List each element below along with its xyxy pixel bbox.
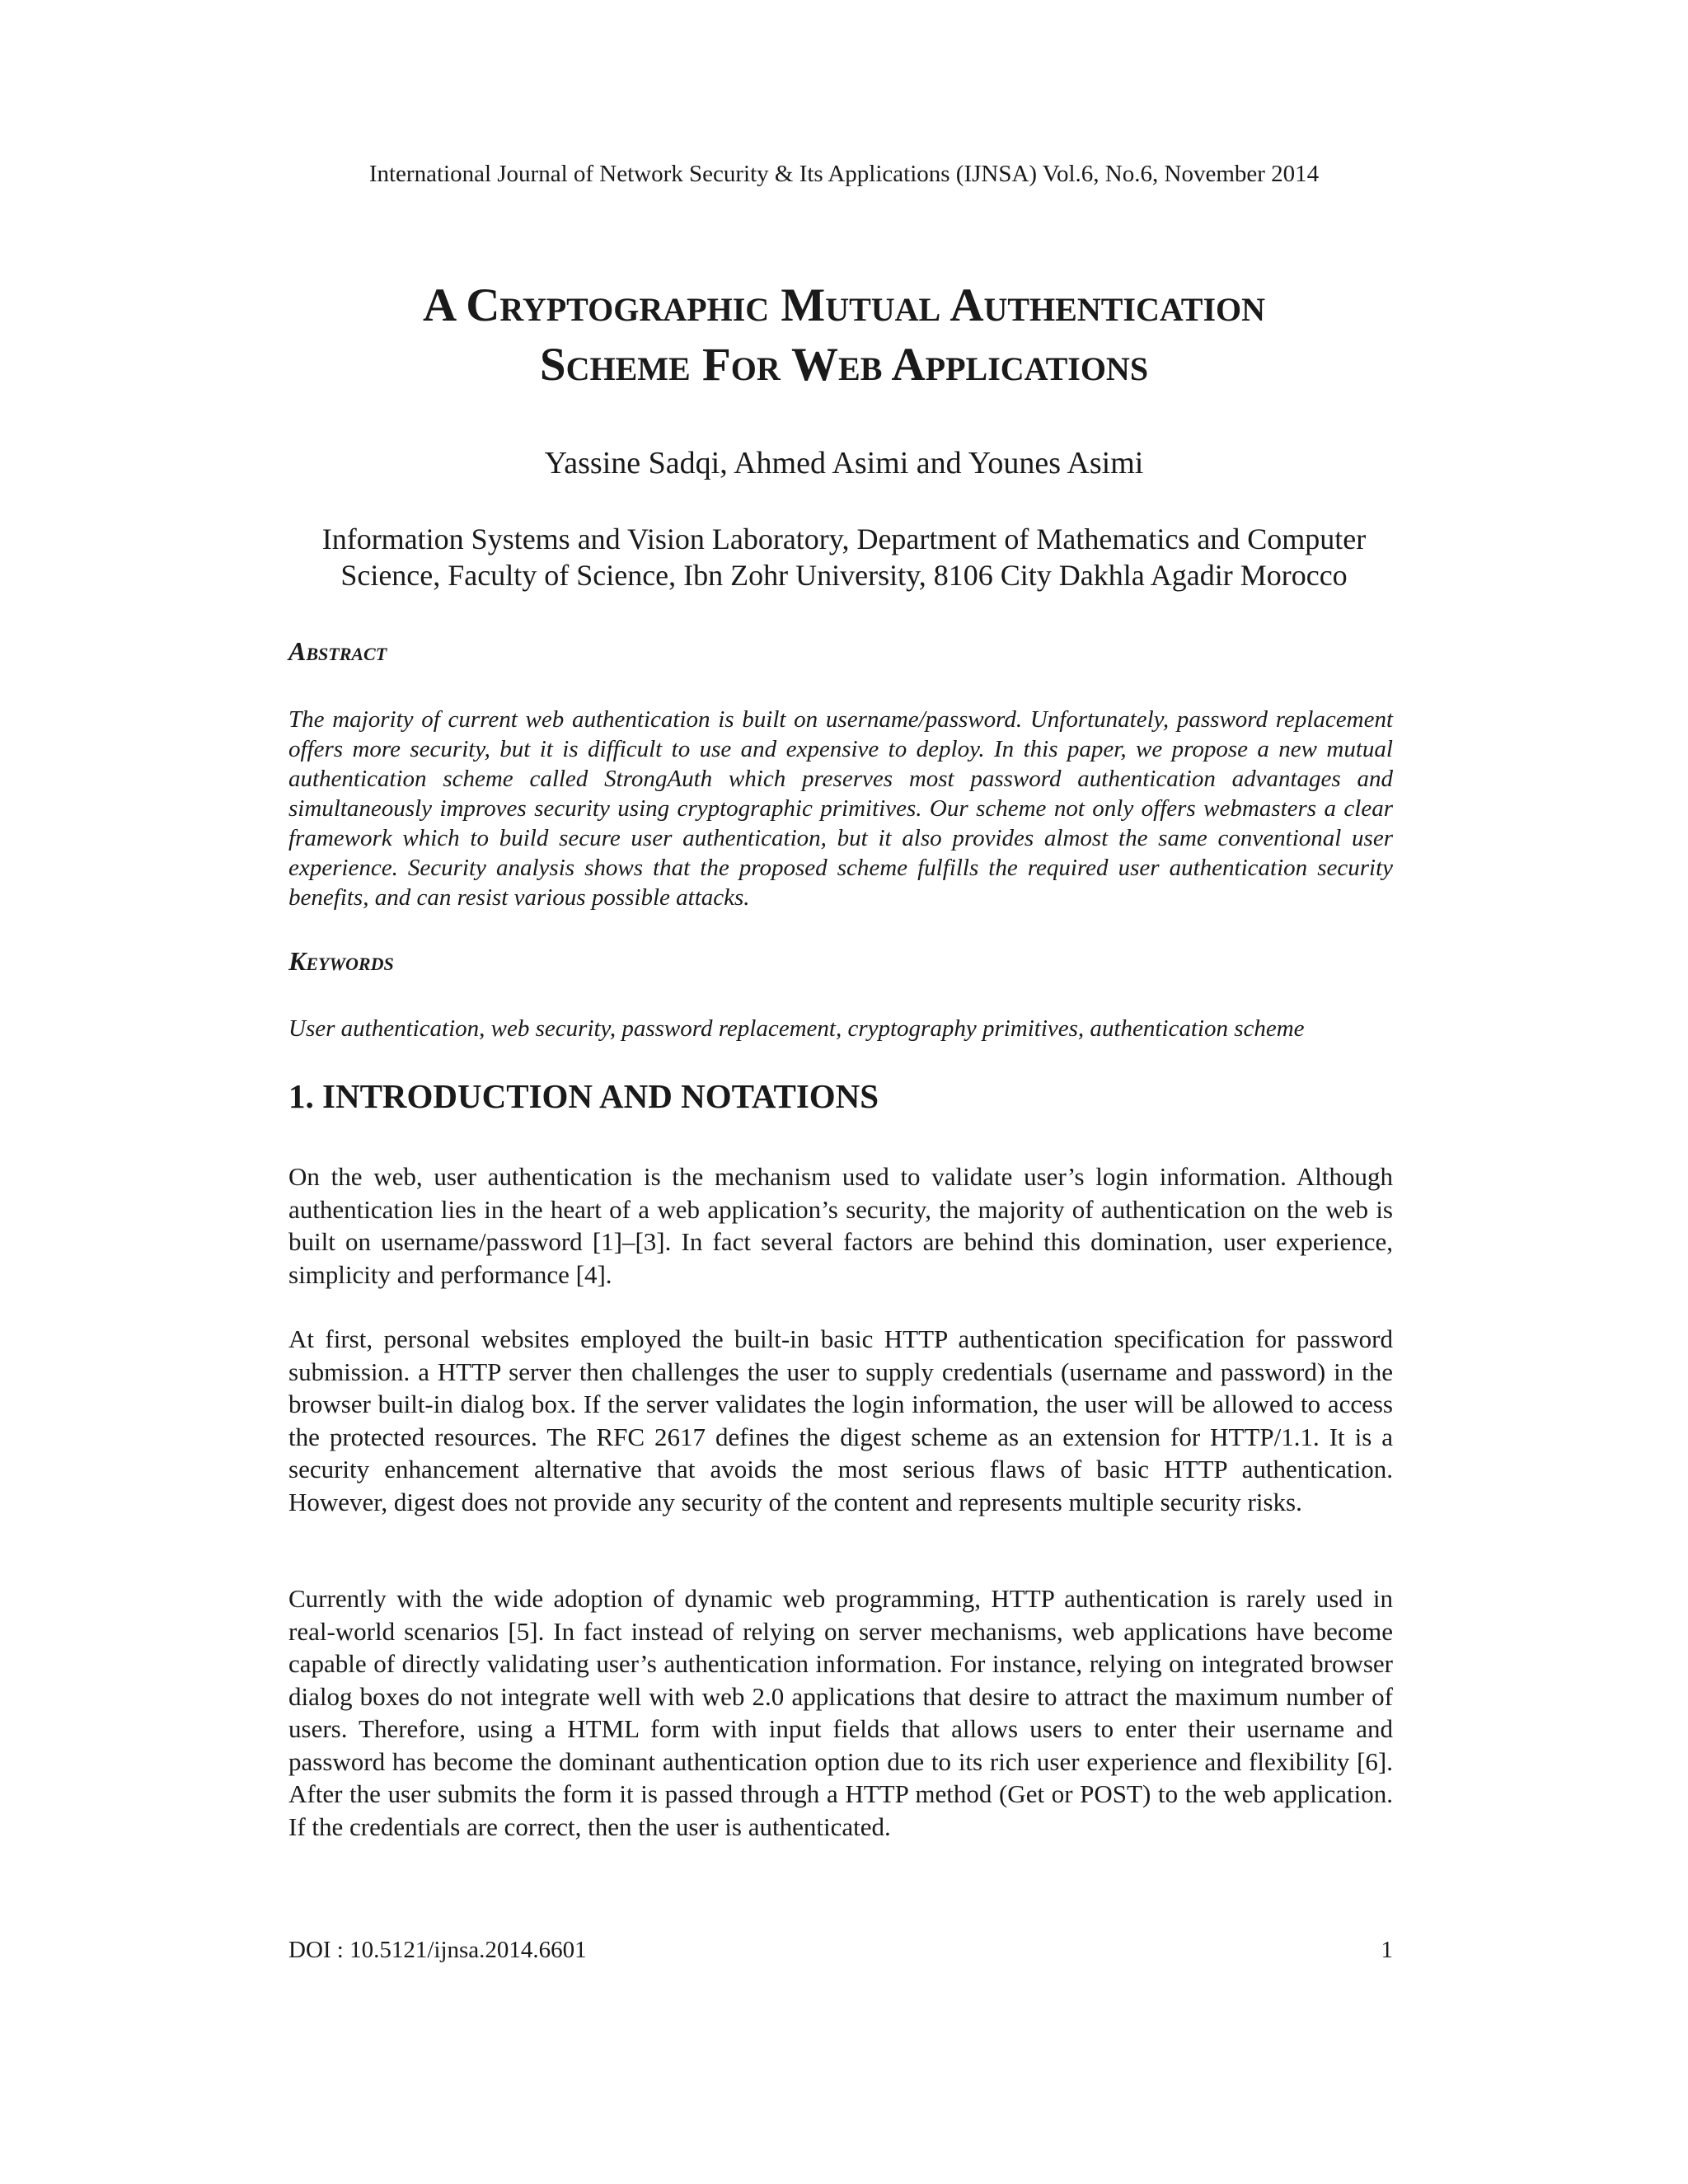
affiliation-line-2: Science, Faculty of Science, Ibn Zohr University, 8106 City Dakhla Agadir Morocco [340, 559, 1348, 592]
affiliation-line-1: Information Systems and Vision Laboratory, Department of Mathematics and Computer [321, 523, 1367, 555]
keywords-text: User authentication, web security, password replacement, cryptography primitives, authentication scheme [288, 1015, 1305, 1042]
abstract-text: The majority of current web authentication is built on username/password. Unfortunately, password replacement offers more security, but it is difficult to use and expensive to deploy. In this paper, we propose a new mutual authentication scheme called StrongAuth which preserves most password authentication advantages and simultaneously improves security using cryptographic primitives. Our scheme not only offers webmasters a clear framework which to build secure user authentication, but it also provides almost the same conventional user experience. Security analysis shows that the proposed scheme fulfills the required user authentication security benefits, and can resist various possible attacks. [288, 706, 1393, 911]
body-paragraph: At first, personal websites employed the built-in basic HTTP authentication specification for password submission. a HTTP server then challenges the user to supply credentials (username and password) in the browser built-in dialog box. If the server validates the login information, the user will be allowed to access the protected resources. The RFC 2617 defines the digest scheme as an extension for HTTP/1.1. It is a security enhancement alternative that avoids the most serious flaws of basic HTTP authentication. However, digest does not provide any security of the content and represents multiple security risks. [288, 1324, 1393, 1516]
page-number: 1 [1381, 1937, 1393, 1963]
paper-title-line-2: Scheme For Web Applications [539, 339, 1149, 391]
footer-doi: DOI : 10.5121/ijnsa.2014.6601 [288, 1937, 587, 1963]
keywords-heading: Keywords [288, 946, 394, 976]
body-paragraph: On the web, user authentication is the mechanism used to validate user’s login information. Although authentication lies in the heart of a web application’s security, the majority of authentication on the web is built on username/password [1]–[3]. In fact several factors are behind this domination, user experience, simplicity and performance [4]. [288, 1162, 1393, 1289]
journal-header: International Journal of Network Security & Its Applications (IJNSA) Vol.6, No.6, November 2014 [368, 161, 1320, 187]
author-list: Yassine Sadqi, Ahmed Asimi and Younes Asimi [544, 446, 1144, 480]
paper-title [0, 276, 1688, 395]
abstract-heading: Abstract [288, 636, 387, 666]
paper-title-line-1: A Cryptographic Mutual Authentication [422, 279, 1266, 331]
affiliation [0, 521, 1688, 593]
body-paragraph: Currently with the wide adoption of dynamic web programming, HTTP authentication is rarely used in real-world scenarios [5]. In fact instead of relying on server mechanisms, web applications have become capable of directly validating user’s authentication information. For instance, relying on integrated browser dialog boxes do not integrate well with web 2.0 applications that desire to attract the maximum number of users. Therefore, using a HTML form with input fields that allows users to enter their username and password has become the dominant authentication option due to its rich user experience and flexibility [6]. After the user submits the form it is passed through a HTTP method (Get or POST) to the web application. If the credentials are correct, then the user is authenticated. [288, 1584, 1393, 1841]
section-heading-introduction: 1. INTRODUCTION AND NOTATIONS [288, 1077, 879, 1115]
